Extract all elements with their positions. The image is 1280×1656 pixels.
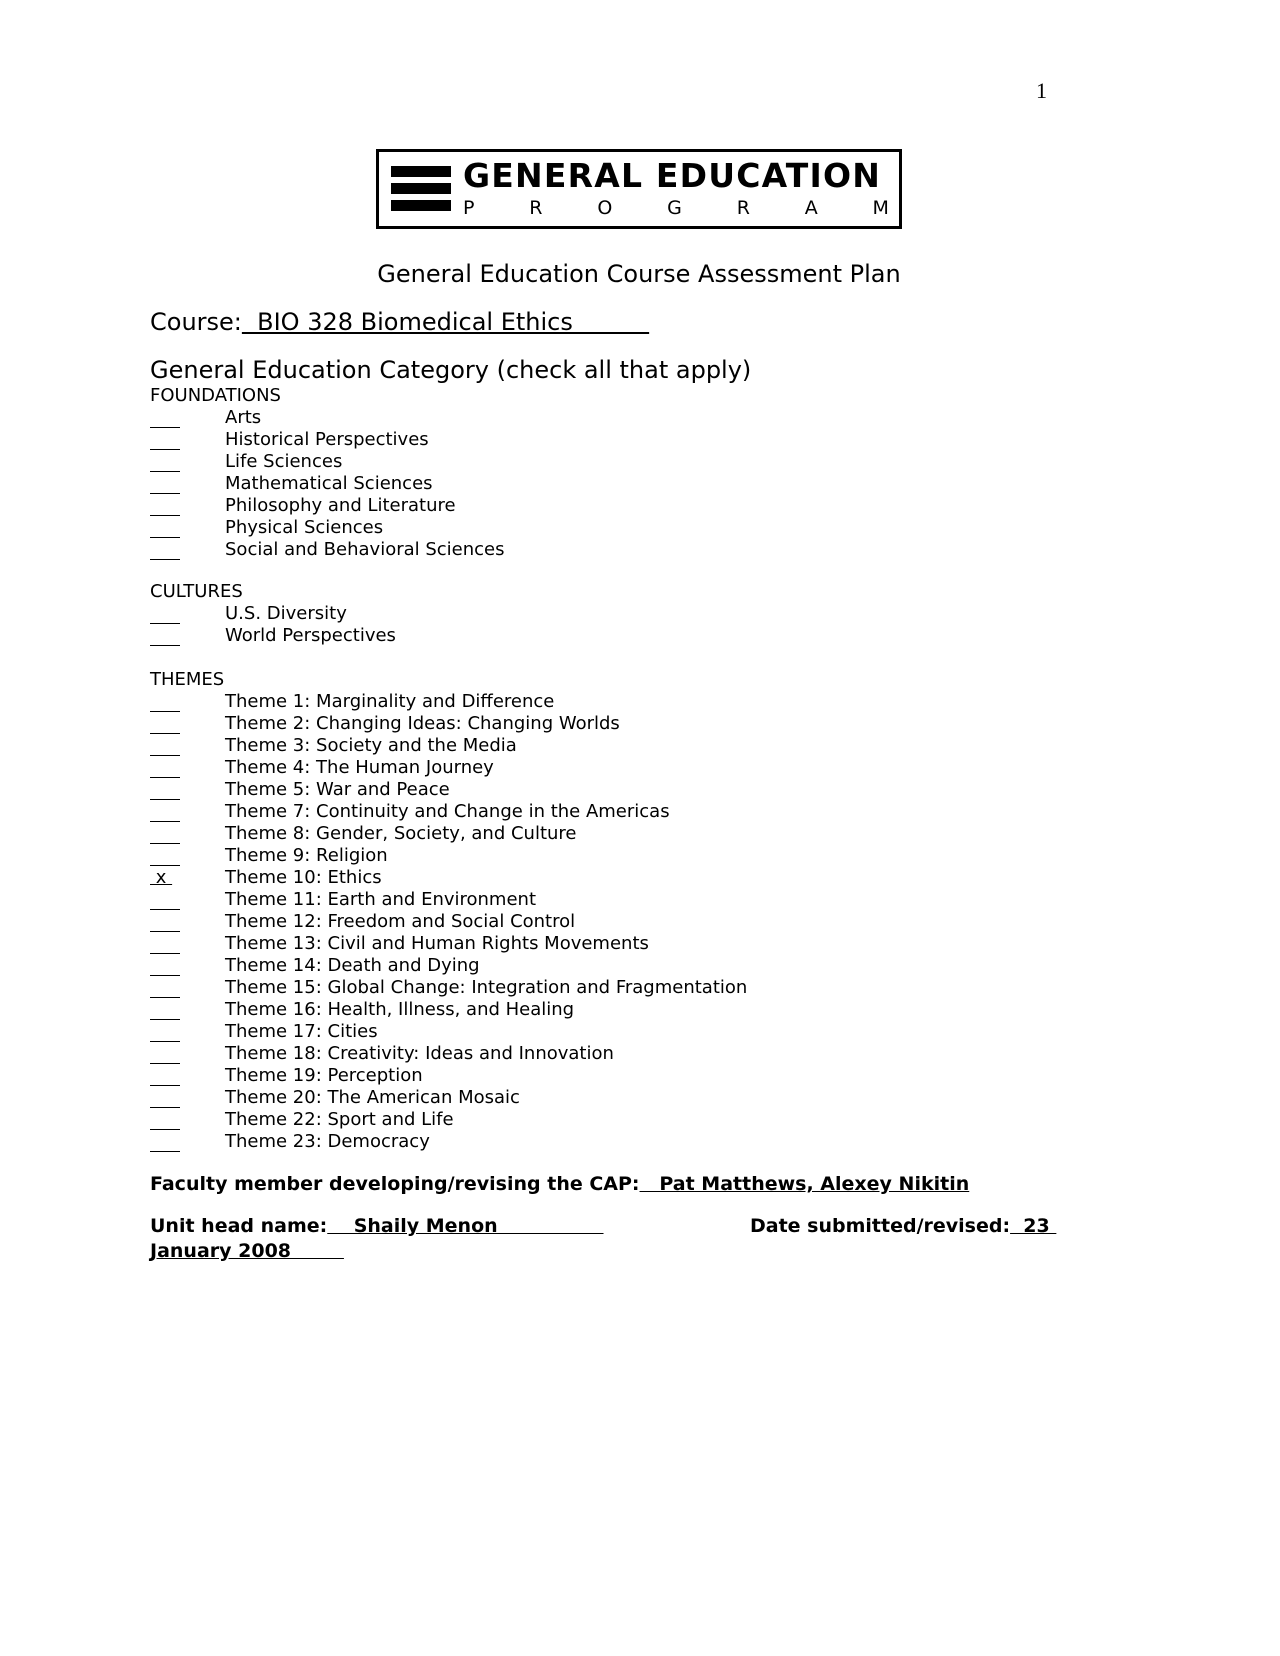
- check-blank[interactable]: [150, 823, 180, 844]
- checklist-item: [150, 713, 1050, 735]
- check-blank[interactable]: [150, 539, 180, 560]
- course-line: [150, 307, 649, 337]
- unit-head-label: Unit head name:: [150, 1215, 328, 1237]
- logo-letter: A: [804, 197, 818, 219]
- checklist-item: [150, 1087, 1050, 1109]
- logo-bar: [391, 166, 451, 177]
- checklist-label: Theme 15: Global Change: Integration and Fragmentation: [225, 977, 748, 998]
- checklist-label: Theme 16: Health, Illness, and Healing: [225, 999, 575, 1020]
- faculty-line: [150, 1172, 969, 1196]
- check-blank[interactable]: [150, 1065, 180, 1086]
- checklist-item: [150, 495, 1050, 517]
- checklist-item: [150, 911, 1050, 933]
- check-blank[interactable]: [150, 451, 180, 472]
- check-blank[interactable]: [150, 757, 180, 778]
- check-blank[interactable]: [150, 1021, 180, 1042]
- checklist-item: [150, 603, 1050, 625]
- check-blank[interactable]: [150, 1109, 180, 1130]
- logo-line2: [463, 196, 889, 220]
- check-blank[interactable]: [150, 977, 180, 998]
- checklist-item: [150, 977, 1050, 999]
- logo-letter: R: [529, 197, 543, 219]
- checklist-item: [150, 625, 1050, 647]
- checklist-item: [150, 539, 1050, 561]
- logo-line1: GENERAL EDUCATION: [463, 156, 882, 195]
- checklist-item: [150, 691, 1050, 713]
- checklist-label: Theme 17: Cities: [225, 1021, 378, 1042]
- date-value-day: 23: [1010, 1215, 1057, 1237]
- checklist-item: [150, 1109, 1050, 1131]
- check-blank[interactable]: [150, 911, 180, 932]
- checklist-label: Philosophy and Literature: [225, 495, 456, 516]
- checklist-label: Historical Perspectives: [225, 429, 429, 450]
- document-title: General Education Course Assessment Plan: [377, 260, 901, 288]
- check-blank[interactable]: [150, 625, 180, 646]
- checklist-item: [150, 517, 1050, 539]
- checklist-label: Theme 12: Freedom and Social Control: [225, 911, 576, 932]
- faculty-label: Faculty member developing/revising the CAP:: [150, 1173, 640, 1195]
- check-blank[interactable]: [150, 801, 180, 822]
- check-blank[interactable]: [150, 999, 180, 1020]
- checklist-label: Arts: [225, 407, 262, 428]
- checklist-item: [150, 735, 1050, 757]
- checklist-label: Theme 22: Sport and Life: [225, 1109, 454, 1130]
- check-blank[interactable]: [150, 407, 180, 428]
- foundations-list: [150, 407, 1050, 561]
- checklist-label: Theme 18: Creativity: Ideas and Innovation: [225, 1043, 614, 1064]
- checklist-label: Theme 23: Democracy: [225, 1131, 430, 1152]
- course-label: Course:: [150, 308, 242, 336]
- checklist-label: Theme 3: Society and the Media: [225, 735, 517, 756]
- checklist-label: Theme 9: Religion: [225, 845, 388, 866]
- check-blank[interactable]: [150, 1087, 180, 1108]
- checklist-label: Theme 5: War and Peace: [225, 779, 450, 800]
- checklist-label: Theme 20: The American Mosaic: [225, 1087, 520, 1108]
- checklist-item: [150, 801, 1050, 823]
- logo-bar: [391, 200, 451, 211]
- checklist-label: Life Sciences: [225, 451, 343, 472]
- date-line-continued: [150, 1239, 344, 1264]
- checklist-item: [150, 955, 1050, 977]
- check-blank[interactable]: [150, 691, 180, 712]
- checklist-label: Physical Sciences: [225, 517, 384, 538]
- cultures-heading: CULTURES: [150, 581, 243, 602]
- checklist-label: Mathematical Sciences: [225, 473, 433, 494]
- checklist-label: Theme 2: Changing Ideas: Changing Worlds: [225, 713, 620, 734]
- check-blank[interactable]: [150, 955, 180, 976]
- check-blank[interactable]: [150, 495, 180, 516]
- logo-letter: O: [597, 197, 613, 219]
- checklist-label: Theme 19: Perception: [225, 1065, 423, 1086]
- check-blank[interactable]: x: [150, 867, 173, 888]
- checklist-item: [150, 1131, 1050, 1153]
- logo-letter: R: [736, 197, 750, 219]
- check-blank[interactable]: [150, 429, 180, 450]
- checklist-item: [150, 889, 1050, 911]
- unit-head-value: Shaily Menon: [327, 1215, 604, 1237]
- check-blank[interactable]: [150, 735, 180, 756]
- date-value-month-year: January 2008: [150, 1240, 344, 1262]
- checklist-label: Theme 13: Civil and Human Rights Movements: [225, 933, 649, 954]
- unit-head-line: [150, 1214, 604, 1239]
- check-blank[interactable]: [150, 517, 180, 538]
- checklist-item: [150, 451, 1050, 473]
- checklist-item: [150, 1043, 1050, 1065]
- check-blank[interactable]: [150, 889, 180, 910]
- checklist-item: [150, 473, 1050, 495]
- faculty-value: Pat Matthews, Alexey Nikitin: [639, 1173, 970, 1195]
- check-blank[interactable]: [150, 933, 180, 954]
- checklist-item: [150, 999, 1050, 1021]
- checklist-item: [150, 429, 1050, 451]
- check-blank[interactable]: [150, 779, 180, 800]
- logo-bar: [391, 183, 451, 194]
- checklist-item: [150, 933, 1050, 955]
- checklist-label: Theme 10: Ethics: [225, 867, 382, 888]
- course-value: BIO 328 Biomedical Ethics: [241, 308, 650, 336]
- check-blank[interactable]: [150, 713, 180, 734]
- themes-heading: THEMES: [150, 669, 225, 690]
- category-heading: General Education Category (check all that apply): [150, 356, 752, 384]
- check-blank[interactable]: [150, 845, 180, 866]
- checklist-item: [150, 757, 1050, 779]
- checklist-label: Theme 4: The Human Journey: [225, 757, 494, 778]
- check-blank[interactable]: [150, 603, 180, 624]
- check-blank[interactable]: [150, 1131, 180, 1152]
- checklist-label: Theme 7: Continuity and Change in the Americas: [225, 801, 670, 822]
- themes-list: [150, 691, 1050, 1153]
- checklist-label: Theme 14: Death and Dying: [225, 955, 480, 976]
- logo-letter: M: [872, 197, 889, 219]
- checklist-item: [150, 1021, 1050, 1043]
- general-education-program-logo: [376, 149, 902, 229]
- checklist-item: [150, 779, 1050, 801]
- checklist-label: Social and Behavioral Sciences: [225, 539, 505, 560]
- checklist-label: U.S. Diversity: [225, 603, 347, 624]
- checklist-item: [150, 823, 1050, 845]
- date-label: Date submitted/revised:: [750, 1215, 1011, 1237]
- checklist-label: Theme 1: Marginality and Difference: [225, 691, 555, 712]
- page-number: 1: [1036, 78, 1047, 103]
- checklist-label: Theme 8: Gender, Society, and Culture: [225, 823, 577, 844]
- foundations-heading: FOUNDATIONS: [150, 385, 281, 406]
- date-line: [750, 1214, 1056, 1239]
- logo-letter: G: [667, 197, 682, 219]
- cultures-list: [150, 603, 1050, 647]
- checklist-item: [150, 867, 1050, 889]
- checklist-item: [150, 1065, 1050, 1087]
- check-blank[interactable]: [150, 1043, 180, 1064]
- check-blank[interactable]: [150, 473, 180, 494]
- checklist-item: [150, 407, 1050, 429]
- checklist-label: World Perspectives: [225, 625, 396, 646]
- checklist-label: Theme 11: Earth and Environment: [225, 889, 537, 910]
- logo-letter: P: [463, 197, 475, 219]
- checklist-item: [150, 845, 1050, 867]
